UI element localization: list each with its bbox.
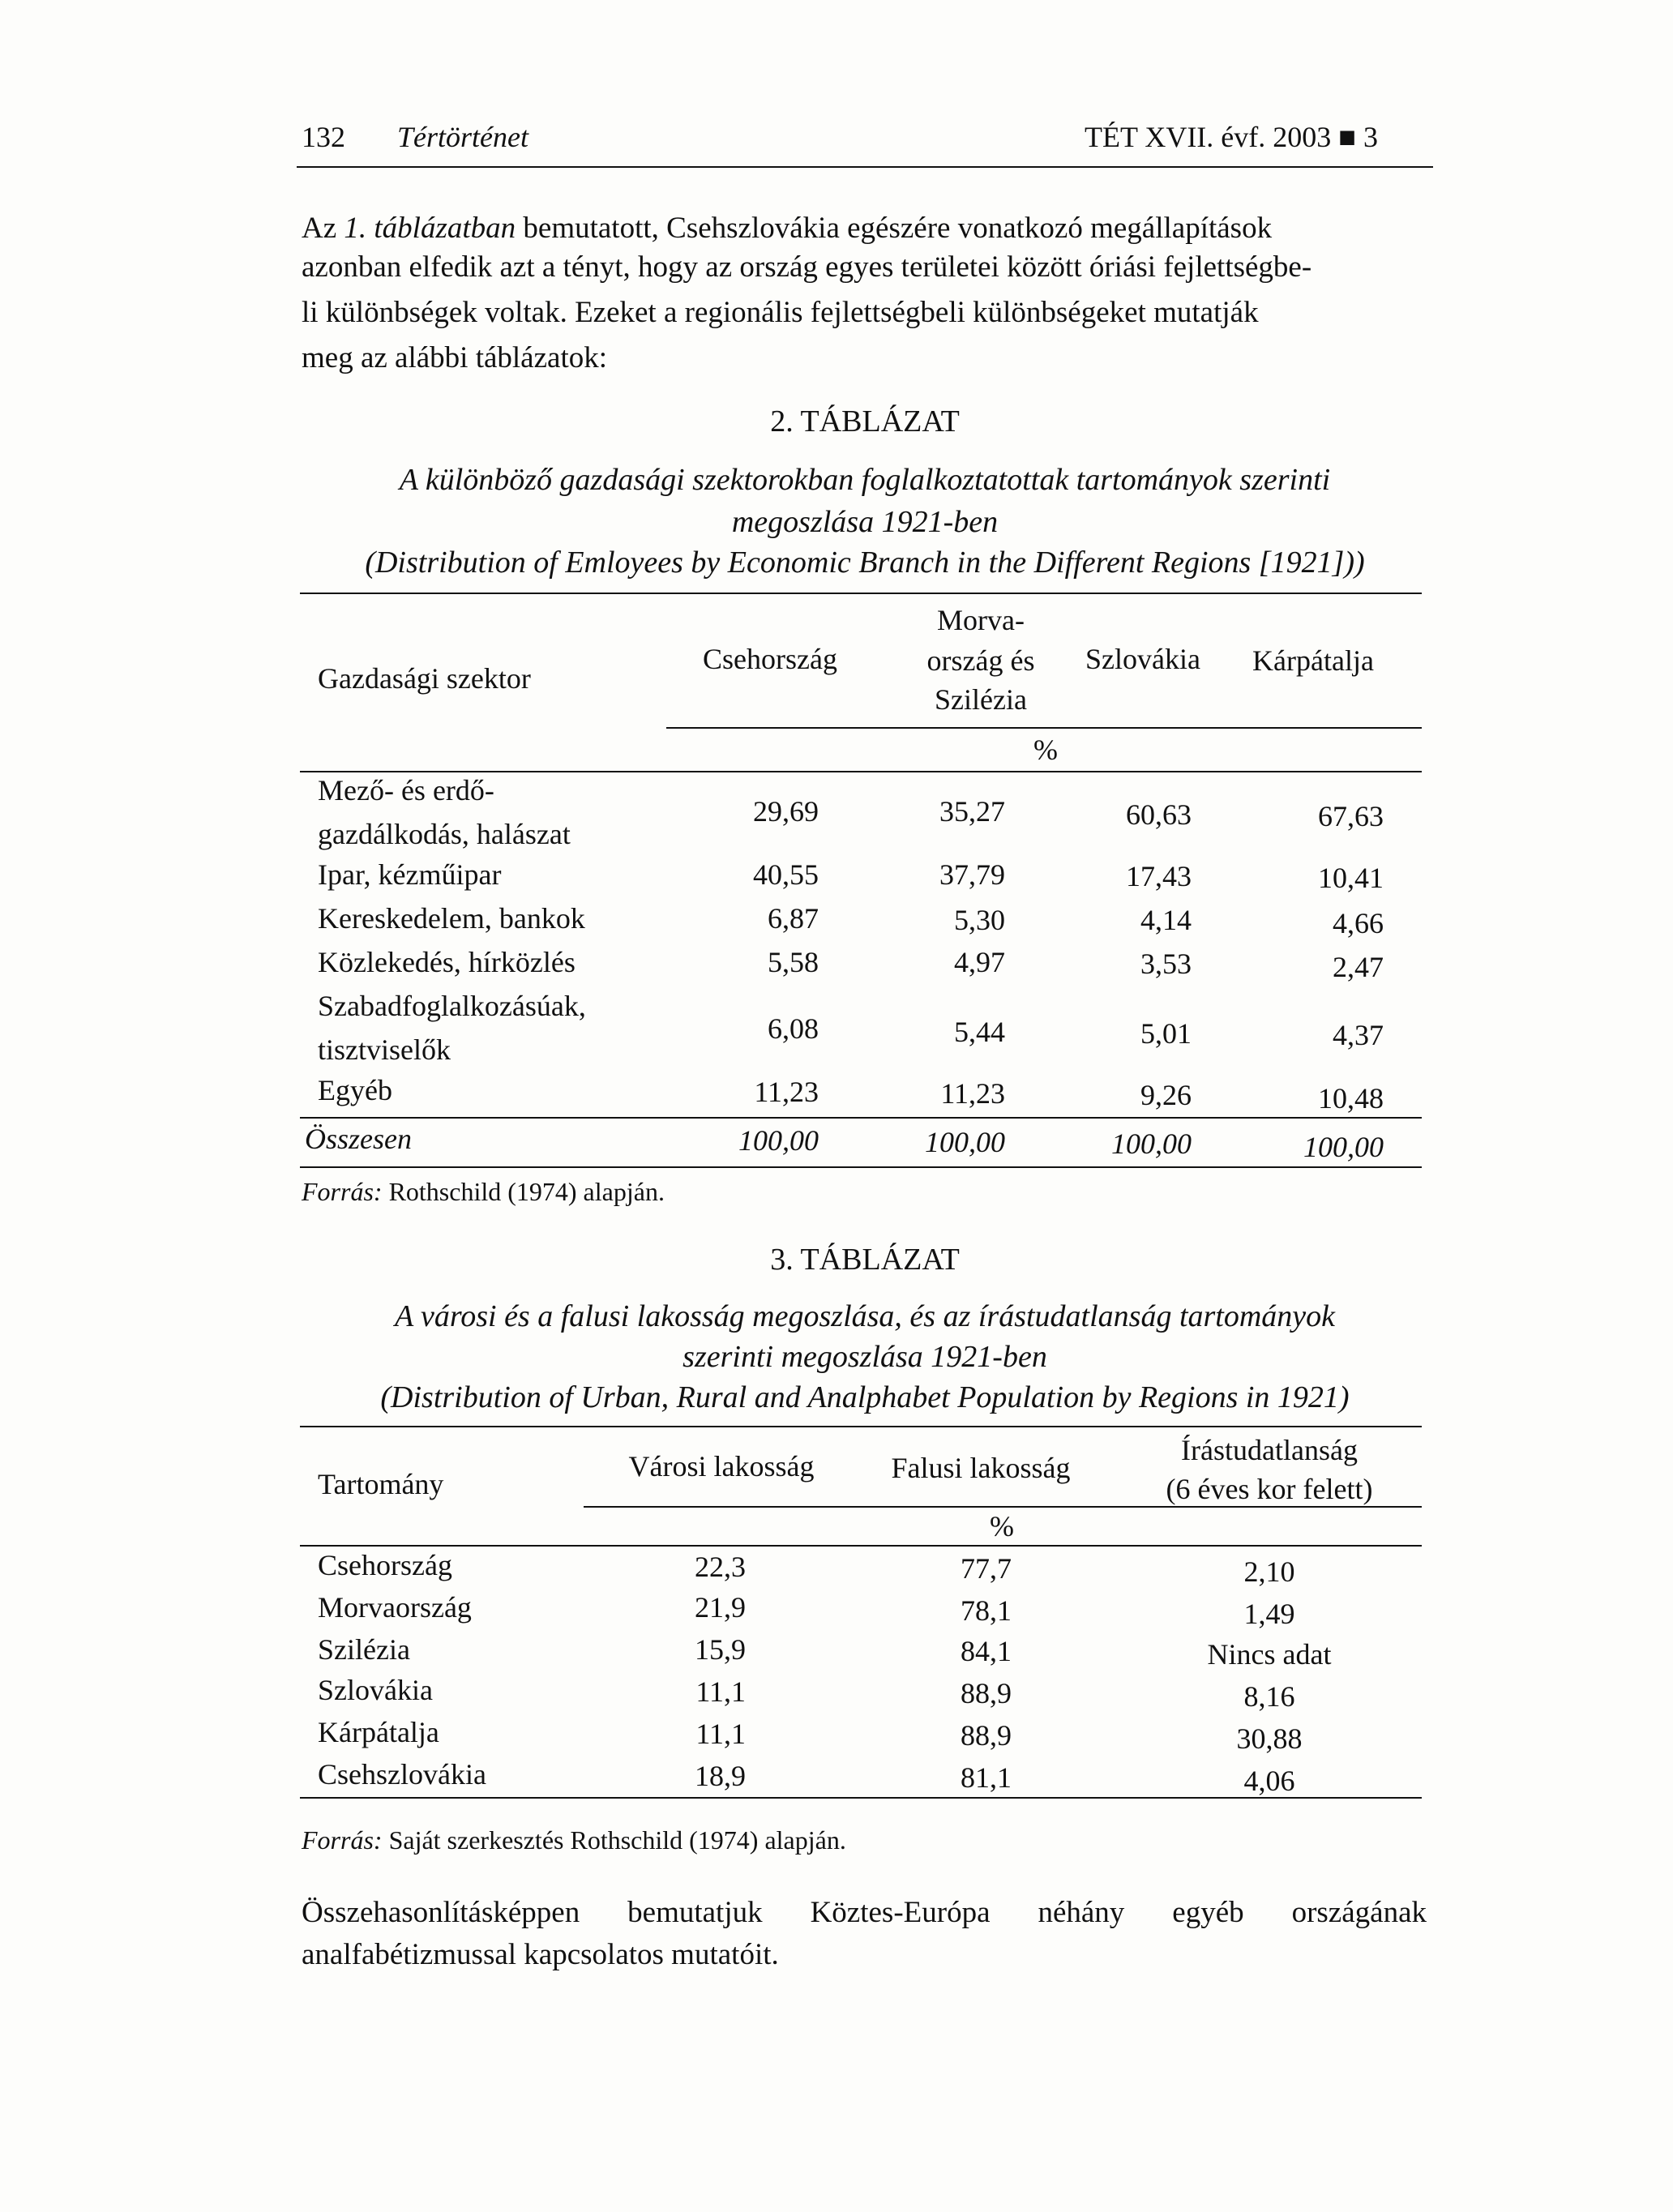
table2-col-ka: Kárpátalja xyxy=(1252,644,1374,677)
table2-total-label: Összesen xyxy=(305,1123,412,1155)
table3-row-region: Csehszlovákia xyxy=(318,1758,486,1791)
table2-row-label: Egyéb xyxy=(318,1074,392,1106)
table3-cell-rural: 84,1 xyxy=(961,1635,1012,1667)
table3-cell-illit: 2,10 xyxy=(1243,1555,1295,1588)
table2-total-rule xyxy=(300,1117,1422,1119)
table3-cell-urban: 22,3 xyxy=(695,1551,746,1583)
table3-label: 3. TÁBLÁZAT xyxy=(770,1243,960,1277)
section-title: Tértörténet xyxy=(397,121,528,153)
table2-cell-ka: 4,37 xyxy=(1333,1019,1384,1051)
table2-col-mor-2: ország és xyxy=(926,644,1035,677)
table2-cell-mor: 5,30 xyxy=(954,904,1005,936)
header-rule xyxy=(297,166,1433,168)
table3-row-region: Szilézia xyxy=(318,1633,410,1666)
journal-info: TÉT XVII. évf. 2003 ■ 3 xyxy=(1085,121,1379,153)
table3-cell-rural: 77,7 xyxy=(961,1552,1012,1585)
table3-unit-rule xyxy=(584,1506,1422,1508)
table2-source: Forrás: Rothschild (1974) alapján. xyxy=(302,1177,665,1206)
table2-row-label: Szabadfoglalkozásúak, xyxy=(318,990,586,1022)
table3-cell-illit: Nincs adat xyxy=(1207,1638,1332,1671)
table3-bottom-rule xyxy=(300,1797,1422,1799)
table3-col-illit-1: Írástudatlanság xyxy=(1181,1434,1358,1466)
table2-cell-ka: 2,47 xyxy=(1333,951,1384,983)
table3-title-en: (Distribution of Urban, Rural and Analphabet Population by Regions in 1921) xyxy=(380,1380,1350,1414)
table2-title-en: (Distribution of Emloyees by Economic Branch in the Different Regions [1921])) xyxy=(365,546,1365,580)
intro-line-4: meg az alábbi táblázatok: xyxy=(302,341,608,374)
table2-cell-mor: 35,27 xyxy=(939,795,1005,828)
table2-cell-cz: 29,69 xyxy=(753,795,819,828)
table2-cell-sk: 9,26 xyxy=(1140,1079,1192,1111)
table3-cell-illit: 4,06 xyxy=(1243,1765,1295,1797)
table3-cell-illit: 8,16 xyxy=(1243,1680,1295,1713)
table3-cell-illit: 30,88 xyxy=(1236,1722,1303,1755)
table3-col-rural: Falusi lakosság xyxy=(891,1452,1071,1484)
table2-row-label: Közlekedés, hírközlés xyxy=(318,946,575,978)
table3-header-rule xyxy=(300,1545,1422,1547)
table2-bottom-rule xyxy=(300,1166,1422,1168)
table2-cell-cz: 6,87 xyxy=(768,902,819,935)
table3-cell-illit: 1,49 xyxy=(1243,1598,1295,1630)
table2-col-cz: Csehország xyxy=(703,643,837,675)
table2-cell-mor: 4,97 xyxy=(954,946,1005,978)
table3-cell-rural: 78,1 xyxy=(961,1594,1012,1627)
intro-line-2: azonban elfedik azt a tényt, hogy az ország egyes területei között óriási fejlettségbe- xyxy=(302,250,1312,284)
table3-col-region: Tartomány xyxy=(318,1468,444,1500)
table2-cell-ka: 10,48 xyxy=(1318,1082,1384,1115)
table2-col-mor-1: Morva- xyxy=(937,604,1025,636)
table2-cell-cz: 6,08 xyxy=(768,1012,819,1045)
table2-cell-cz: 11,23 xyxy=(754,1076,819,1108)
table3-cell-urban: 18,9 xyxy=(695,1760,746,1792)
closing-line-2: analfabétizmussal kapcsolatos mutatóit. xyxy=(302,1938,779,1971)
page-number: 132 xyxy=(302,121,345,153)
table2-cell-cz: 5,58 xyxy=(768,946,819,978)
table2-total-sk: 100,00 xyxy=(1111,1127,1192,1160)
table3-row-region: Kárpátalja xyxy=(318,1716,439,1748)
table2-col-sector: Gazdasági szektor xyxy=(318,662,531,695)
table3-cell-rural: 88,9 xyxy=(961,1677,1012,1709)
table2-top-rule xyxy=(300,593,1422,594)
table3-row-region: Csehország xyxy=(318,1549,452,1581)
table3-col-illit-2: (6 éves kor felett) xyxy=(1166,1473,1373,1505)
table2-cell-ka: 10,41 xyxy=(1318,862,1384,894)
intro-line-1: Az 1. táblázatban bemutatott, Csehszlovákia egészére vonatkozó megállapítások xyxy=(302,212,1273,245)
table2-row-label: Kereskedelem, bankok xyxy=(318,902,585,935)
table2-cell-mor: 37,79 xyxy=(939,858,1005,891)
intro-line-3: li különbségek voltak. Ezeket a regionális fejlettségbeli különbségeket mutatják xyxy=(302,296,1259,329)
table2-cell-mor: 11,23 xyxy=(940,1077,1005,1110)
table3-source: Forrás: Saját szerkesztés Rothschild (1974) alapján. xyxy=(302,1825,846,1855)
table3-row-region: Szlovákia xyxy=(318,1674,433,1706)
table2-cell-sk: 3,53 xyxy=(1140,948,1192,980)
table3-cell-urban: 11,1 xyxy=(695,1718,746,1750)
closing-line-1: Összehasonlításképpen bemutatjuk Köztes-Európa néhány egyéb országának xyxy=(302,1896,1427,1929)
table2-total-mor: 100,00 xyxy=(925,1126,1005,1158)
table2-cell-sk: 60,63 xyxy=(1126,798,1192,831)
table2-cell-sk: 4,14 xyxy=(1140,904,1192,936)
table2-title-hu-1: A különböző gazdasági szektorokban foglalkoztatottak tartományok szerinti xyxy=(399,463,1331,497)
table2-cell-mor: 5,44 xyxy=(954,1016,1005,1048)
table2-row-label: Mező- és erdő- xyxy=(318,774,494,807)
table3-title-hu-2: szerinti megoszlása 1921-ben xyxy=(682,1340,1047,1374)
table3-col-urban: Városi lakosság xyxy=(628,1450,815,1483)
table2-title-hu-2: megoszlása 1921-ben xyxy=(731,505,999,539)
table3-cell-urban: 21,9 xyxy=(695,1591,746,1624)
table2-row-label-cont: tisztviselők xyxy=(318,1033,451,1066)
table3-cell-urban: 11,1 xyxy=(695,1675,746,1708)
table2-unit-rule xyxy=(666,727,1422,729)
table2-total-cz: 100,00 xyxy=(738,1124,819,1157)
table3-row-region: Morvaország xyxy=(318,1591,472,1624)
table2-cell-sk: 17,43 xyxy=(1126,860,1192,892)
table2-unit: % xyxy=(1033,734,1058,766)
table2-cell-ka: 4,66 xyxy=(1333,907,1384,939)
table2-row-label-cont: gazdálkodás, halászat xyxy=(318,818,571,850)
table3-cell-rural: 88,9 xyxy=(961,1719,1012,1752)
table3-top-rule xyxy=(300,1426,1422,1427)
table2-cell-sk: 5,01 xyxy=(1140,1017,1192,1050)
table2-cell-ka: 67,63 xyxy=(1318,800,1384,832)
table2-header-rule xyxy=(300,771,1422,772)
table2-col-sk: Szlovákia xyxy=(1085,643,1200,675)
table3-title-hu-1: A városi és a falusi lakosság megoszlása, és az írástudatlanság tartományok xyxy=(394,1299,1336,1333)
table2-total-ka: 100,00 xyxy=(1303,1131,1384,1163)
table2-row-label: Ipar, kézműipar xyxy=(318,858,502,891)
table3-unit: % xyxy=(990,1510,1014,1542)
table2-col-mor-3: Szilézia xyxy=(935,683,1027,716)
table3-cell-urban: 15,9 xyxy=(695,1633,746,1666)
table3-cell-rural: 81,1 xyxy=(961,1761,1012,1794)
table2-cell-cz: 40,55 xyxy=(753,858,819,891)
table2-label: 2. TÁBLÁZAT xyxy=(770,404,960,439)
